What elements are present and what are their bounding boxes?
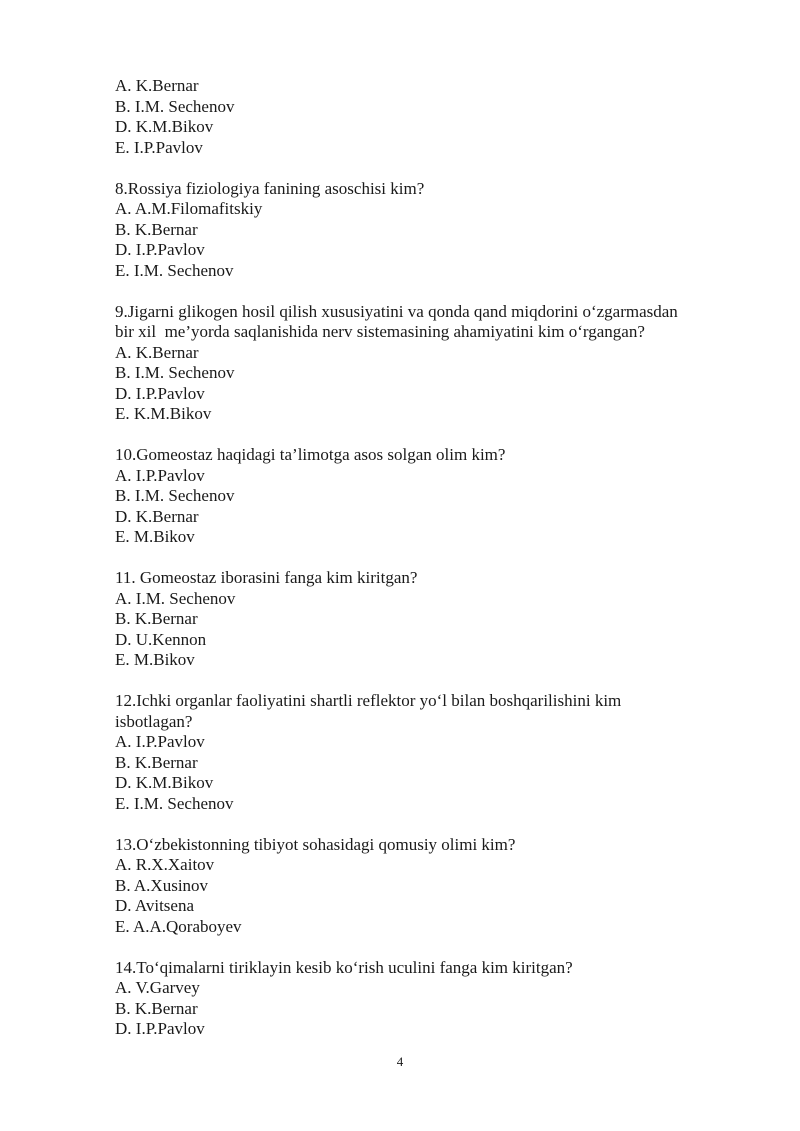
option-b: B. K.Bernar	[115, 219, 198, 239]
option-a: A. I.P.Pavlov	[115, 465, 205, 485]
option-a: A. K.Bernar	[115, 342, 199, 362]
option-d: D. K.M.Bikov	[115, 117, 214, 136]
option-d: D. I.P.Pavlov	[115, 1019, 205, 1038]
option-a: A. K.Bernar	[115, 76, 199, 95]
option-e: E. A.A.Qoraboyev	[115, 916, 242, 936]
question-text-line-1: 12.Ichki organlar faoliyatini shartli reflektor yo‘l bilan boshqarilishini kim	[115, 691, 622, 710]
question-text-line-2: isbotlagan?	[115, 711, 193, 731]
question-text-line-1: 9.Jigarni glikogen hosil qilish xususiyatini va qonda qand miqdorini o‘zgarmasdan	[115, 301, 678, 321]
question-text-line-2: bir xil me’yorda saqlanishida nerv sistemasining ahamiyatini kim o‘rgangan?	[115, 322, 645, 341]
question-text: 10.Gomeostaz haqidagi ta’limotga asos solgan olim kim?	[115, 445, 506, 464]
question-text: 8.Rossiya fiziologiya fanining asoschisi kim?	[115, 178, 425, 198]
option-a: A. A.M.Filomafitskiy	[115, 199, 263, 218]
question-text: 13.O‘zbekistonning tibiyot sohasidagi qomusiy olimi kim?	[115, 834, 516, 854]
page-content	[115, 76, 765, 1060]
option-b: B. I.M. Sechenov	[115, 96, 235, 116]
option-a: A. I.P.Pavlov	[115, 732, 205, 751]
option-e: E. K.M.Bikov	[115, 404, 212, 423]
question-block-7	[115, 76, 765, 158]
option-e: E. I.M. Sechenov	[115, 793, 234, 813]
option-d: D. I.P.Pavlov	[115, 383, 205, 403]
option-d: D. I.P.Pavlov	[115, 240, 205, 259]
question-block-14	[115, 958, 765, 1040]
option-b: B. I.M. Sechenov	[115, 486, 235, 505]
question-block-12	[115, 691, 765, 814]
option-b: B. K.Bernar	[115, 609, 198, 628]
question-text: 14.To‘qimalarni tiriklayin kesib ko‘rish uculini fanga kim kiritgan?	[115, 957, 573, 977]
option-a: A. V.Garvey	[115, 978, 200, 997]
option-e: E. I.M. Sechenov	[115, 260, 234, 280]
option-e: E. M.Bikov	[115, 650, 195, 669]
question-block-10	[115, 445, 765, 548]
option-a: A. I.M. Sechenov	[115, 588, 236, 608]
question-block-11	[115, 568, 765, 671]
option-d: D. K.M.Bikov	[115, 773, 214, 792]
page-number: 4	[396, 1054, 404, 1069]
option-d: D. Avitsena	[115, 896, 195, 915]
question-block-9	[115, 302, 765, 425]
question-block-13	[115, 835, 765, 938]
option-e: E. I.P.Pavlov	[115, 137, 203, 157]
option-b: B. K.Bernar	[115, 752, 198, 772]
question-block-8	[115, 179, 765, 282]
option-e: E. M.Bikov	[115, 527, 195, 546]
option-b: B. K.Bernar	[115, 998, 198, 1018]
question-text: 11. Gomeostaz iborasini fanga kim kiritgan?	[115, 568, 418, 587]
option-b: B. A.Xusinov	[115, 875, 209, 895]
option-d: D. U.Kennon	[115, 629, 207, 649]
option-b: B. I.M. Sechenov	[115, 363, 235, 382]
option-a: A. R.X.Xaitov	[115, 855, 215, 874]
option-d: D. K.Bernar	[115, 506, 199, 526]
